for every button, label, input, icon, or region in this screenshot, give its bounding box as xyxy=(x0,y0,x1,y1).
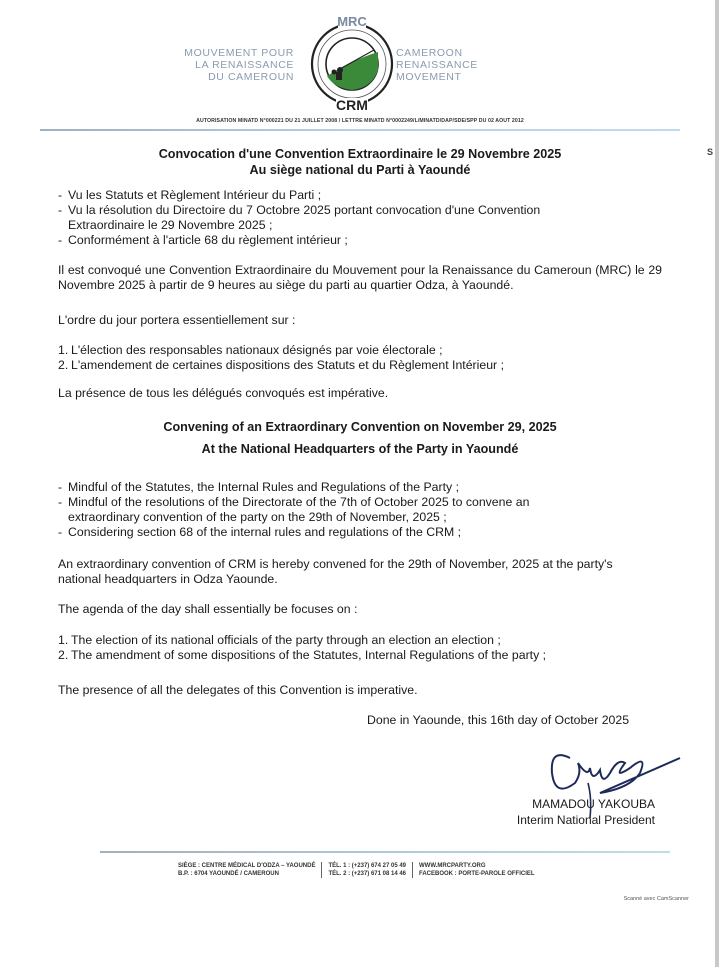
item-text: L'amendement de certaines dispositions des Statuts et du Règlement Intérieur ; xyxy=(71,358,504,372)
party-name-fr-line: DU CAMEROUN xyxy=(208,71,294,83)
footer-address xyxy=(178,862,321,878)
list-item: - Conformément à l'article 68 du règlement intérieur ; xyxy=(58,233,658,248)
party-name-en-line: RENAISSANCE xyxy=(396,59,478,71)
signatory xyxy=(470,796,655,828)
item-text: L'élection des responsables nationaux désignés par voie électorale ; xyxy=(71,343,443,357)
party-name-fr-line: MOUVEMENT POUR xyxy=(184,47,294,59)
party-logo-icon xyxy=(302,12,402,112)
footer-divider xyxy=(100,851,670,853)
english-agenda-list xyxy=(58,633,658,663)
english-title-line: Convening of an Extraordinary Convention on November 29, 2025 xyxy=(163,420,557,434)
letterhead-footer xyxy=(178,862,541,878)
french-title xyxy=(80,146,640,178)
item-text: The election of its national officials of the party through an election an election ; xyxy=(71,633,501,647)
place-and-date: Done in Yaounde, this 16th day of October 2025 xyxy=(367,713,630,727)
french-convocation-paragraph: Il est convoqué une Convention Extraordinaire du Mouvement pour la Renaissance du Cameroun (MRC) le 29 Novembre 2025 à partir de 9 heures au siège du parti au quartier Odza, à Yaoundé. xyxy=(58,263,662,292)
french-closing: La présence de tous les délégués convoqués est impérative. xyxy=(58,386,389,400)
item-number: 2. xyxy=(58,358,69,372)
item-number: 1. xyxy=(58,633,69,647)
list-item xyxy=(58,343,658,358)
authorization-reference: AUTORISATION MINATD N°000221 DU 21 JUILLET 2008 / LETTRE MINATD N°0002249/L/MINATD/DAP/SDE/SPP DU 02 AOUT 2012 xyxy=(196,118,524,124)
english-title xyxy=(80,416,640,460)
website-link: WWW.MRCPARTY.ORG xyxy=(419,863,486,869)
edge-mark: S xyxy=(706,147,713,157)
signatory-title: Interim National President xyxy=(516,813,655,827)
list-item: - Considering section 68 of the internal rules and regulations of the CRM ; xyxy=(58,525,658,540)
svg-text:CRM: CRM xyxy=(336,97,368,112)
list-item xyxy=(58,648,658,663)
english-title-line: At the National Headquarters of the Party in Yaoundé xyxy=(201,442,519,456)
phone-line: TÉL. 2 : (+237) 671 08 14 46 xyxy=(328,871,406,877)
scan-border xyxy=(715,0,719,967)
item-number: 1. xyxy=(58,343,69,357)
party-name-en-line: CAMEROON xyxy=(396,47,463,59)
address-line: SIÈGE : CENTRE MÉDICAL D'ODZA – YAOUNDÉ xyxy=(178,863,316,869)
french-title-line: Au siège national du Parti à Yaoundé xyxy=(249,163,471,177)
party-name-en-line: MOVEMENT xyxy=(396,71,462,83)
scanner-watermark: Scanné avec CamScanner xyxy=(623,896,689,902)
signatory-name: MAMADOU YAKOUBA xyxy=(532,797,655,811)
party-name-fr-line: LA RENAISSANCE xyxy=(195,59,294,71)
list-item: - Vu les Statuts et Règlement Intérieur du Parti ; xyxy=(58,188,658,203)
item-number: 2. xyxy=(58,648,69,662)
list-item: - Mindful of the Statutes, the Internal Rules and Regulations of the Party ; xyxy=(58,480,658,495)
french-agenda-list xyxy=(58,343,658,373)
header-divider xyxy=(40,129,680,131)
facebook-text: FACEBOOK : PORTE-PAROLE OFFICIEL xyxy=(419,871,535,877)
address-line: B.P. : 6704 YAOUNDÉ / CAMEROUN xyxy=(178,871,279,877)
english-closing: The presence of all the delegates of this Convention is imperative. xyxy=(58,683,418,697)
party-name-french xyxy=(170,47,294,83)
party-name-english xyxy=(396,47,526,83)
french-agenda-intro: L'ordre du jour portera essentiellement sur : xyxy=(58,313,296,327)
list-item: - Mindful of the resolutions of the Directorate of the 7th of October 2025 to convene an extraordinary convention of the party on the 29th of November, 2025 ; xyxy=(58,495,658,525)
french-title-line: Convocation d'une Convention Extraordinaire le 29 Novembre 2025 xyxy=(158,147,562,161)
footer-web xyxy=(412,862,541,878)
svg-text:MRC: MRC xyxy=(337,14,367,29)
list-item xyxy=(58,633,658,648)
item-text: The amendment of some dispositions of the Statutes, Internal Regulations of the party ; xyxy=(71,648,547,662)
phone-line: TÉL. 1 : (+237) 674 27 05 49 xyxy=(328,863,406,869)
english-convocation-paragraph: An extraordinary convention of CRM is hereby convened for the 29th of November, 2025 at the party's national headquarters in Odza Yaounde. xyxy=(58,557,613,586)
english-agenda-intro: The agenda of the day shall essentially be focuses on : xyxy=(58,602,358,616)
list-item xyxy=(58,358,658,373)
list-item: - Vu la résolution du Directoire du 7 Octobre 2025 portant convocation d'une Convention Extraordinaire le 29 Novembre 2025 ; xyxy=(58,203,658,233)
french-considerations xyxy=(58,188,658,248)
footer-phones xyxy=(321,862,412,878)
english-considerations xyxy=(58,480,658,540)
